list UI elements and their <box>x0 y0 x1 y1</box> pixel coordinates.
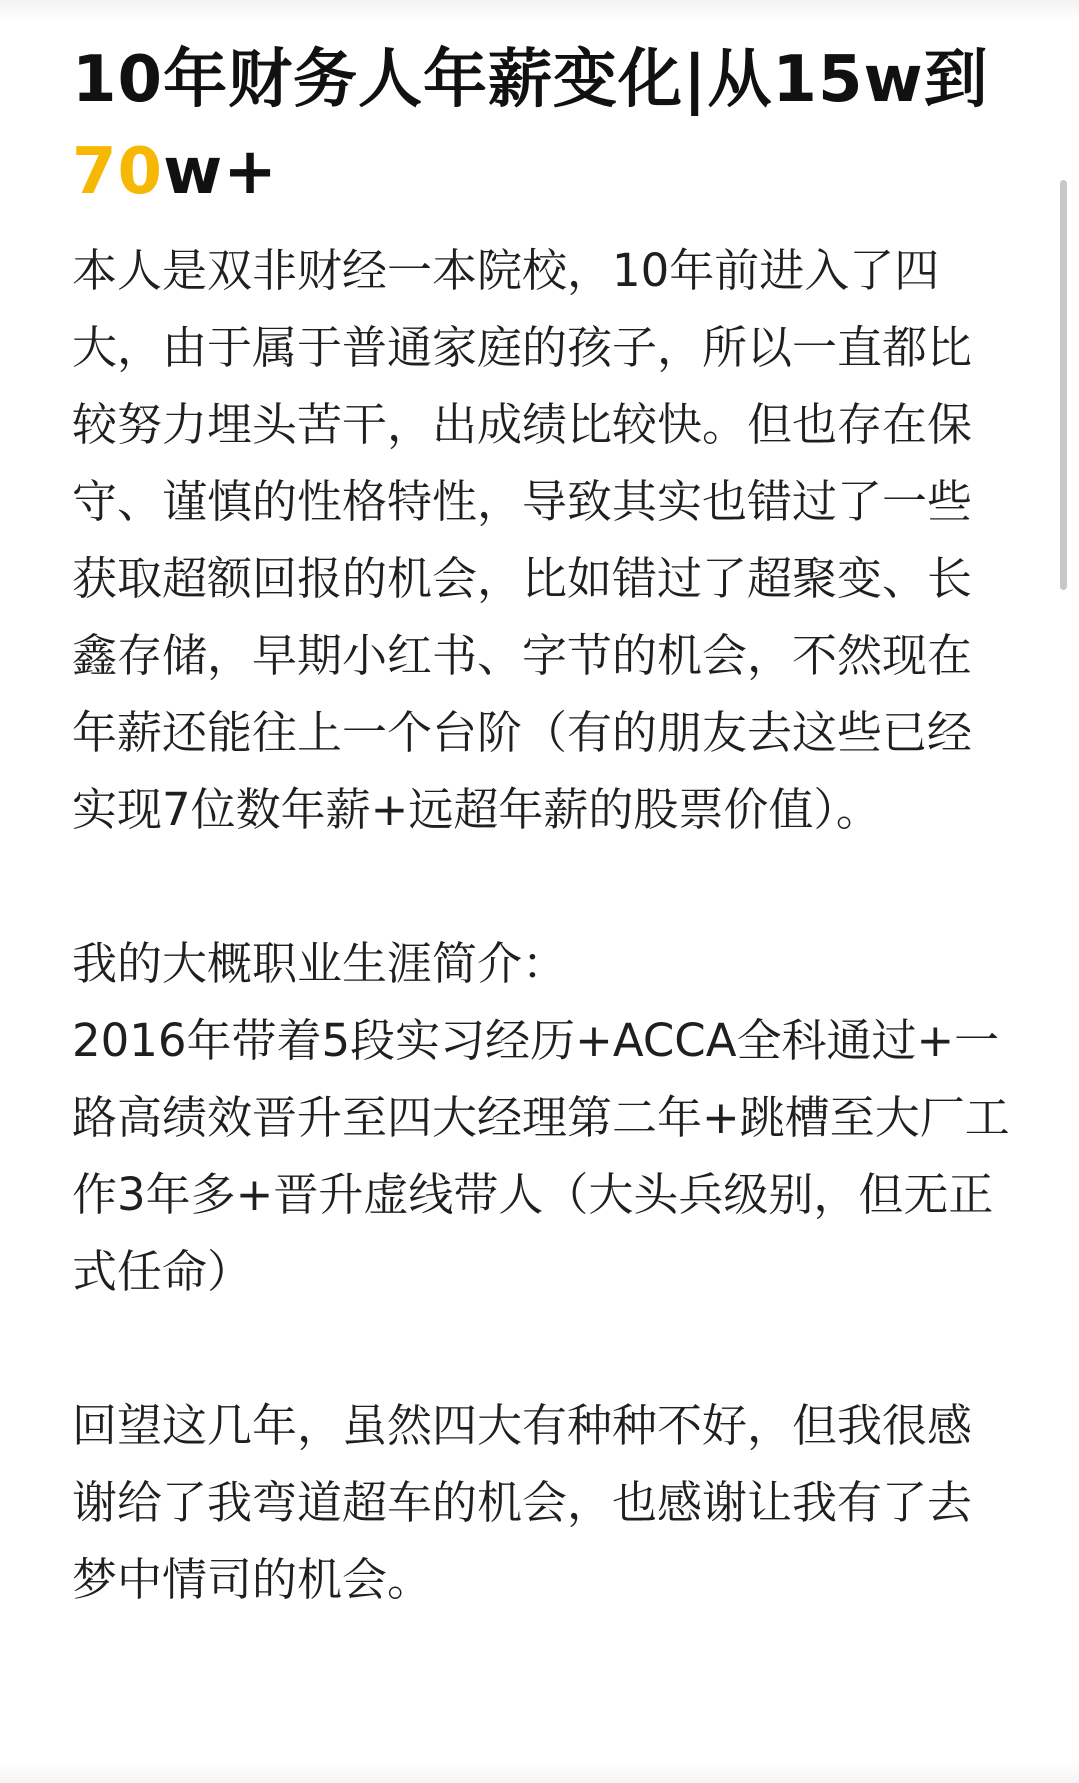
top-edge <box>0 0 1079 20</box>
paragraph-intro: 本人是双非财经一本院校，10年前进入了四大，由于属于普通家庭的孩子，所以一直都比较努力埋头苦干，出成绩比较快。但也存在保守、谨慎的性格特性，导致其实也错过了一些获取超额回报的机会，比如错过了超聚变、长鑫存储，早期小红书、字节的机会，不然现在年薪还能往上一个台阶（有的朋友去这些已经实现7位数年薪+远超年薪的股票价值）。 <box>72 244 973 836</box>
article-body <box>72 34 1012 1618</box>
paragraph-reflection: 回望这几年，虽然四大有种种不好，但我很感谢给了我弯道超车的机会，也感谢让我有了去梦中情司的机会。 <box>72 1399 973 1606</box>
title-suffix: w+ <box>163 135 278 209</box>
paragraph-career-heading: 我的大概职业生涯简介： <box>72 937 568 990</box>
title-highlight-number: 70 <box>72 135 164 209</box>
article-title <box>72 34 1012 218</box>
title-text: 10年财务人年薪变化|从15w到 <box>72 43 989 117</box>
bottom-edge <box>0 1763 1079 1783</box>
paragraph-career-summary: 2016年带着5段实习经历+ACCA全科通过+一路高绩效晋升至四大经理第二年+跳槽至大厂工作3年多+晋升虚线带人（大头兵级别，但无正式任命） <box>72 1014 1010 1298</box>
scrollbar-thumb[interactable] <box>1060 180 1067 590</box>
